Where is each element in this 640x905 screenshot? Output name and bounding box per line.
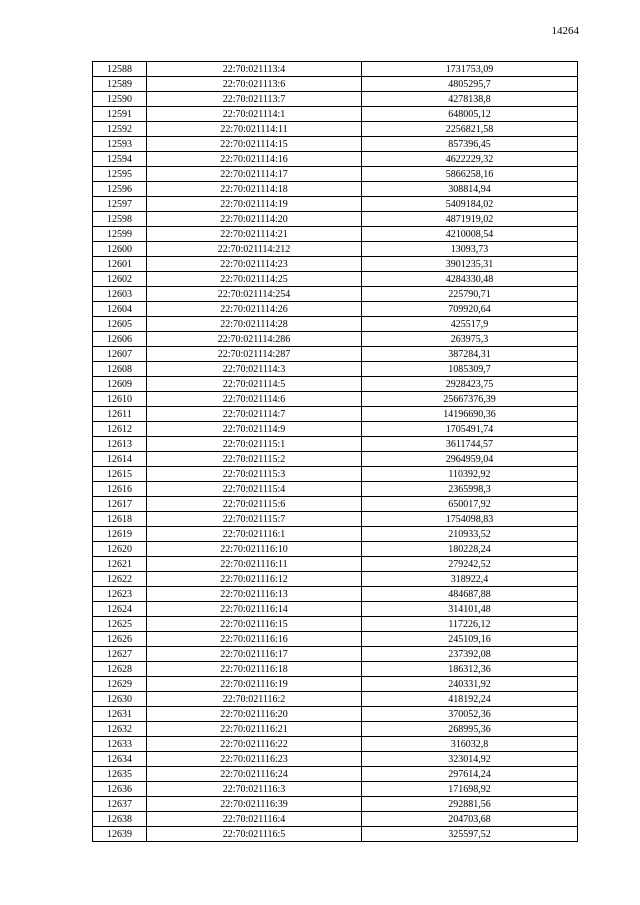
table-row <box>93 737 578 752</box>
row-number-cell: 12590 <box>93 92 147 107</box>
cadastral-number-cell: 22:70:021114:5 <box>147 377 362 392</box>
cadastral-number-cell: 22:70:021116:18 <box>147 662 362 677</box>
table-body <box>93 62 578 842</box>
value-cell: 186312,36 <box>362 662 578 677</box>
value-cell: 370052,36 <box>362 707 578 722</box>
value-cell: 1731753,09 <box>362 62 578 77</box>
value-cell: 425517,9 <box>362 317 578 332</box>
cadastral-number-cell: 22:70:021114:26 <box>147 302 362 317</box>
row-number-cell: 12617 <box>93 497 147 512</box>
cadastral-number-cell: 22:70:021116:2 <box>147 692 362 707</box>
cadastral-number-cell: 22:70:021116:10 <box>147 542 362 557</box>
table-row <box>93 347 578 362</box>
row-number-cell: 12599 <box>93 227 147 242</box>
table-row <box>93 152 578 167</box>
table-row <box>93 587 578 602</box>
value-cell: 240331,92 <box>362 677 578 692</box>
cadastral-number-cell: 22:70:021115:6 <box>147 497 362 512</box>
row-number-cell: 12639 <box>93 827 147 842</box>
value-cell: 2365998,3 <box>362 482 578 497</box>
row-number-cell: 12620 <box>93 542 147 557</box>
value-cell: 4871919,02 <box>362 212 578 227</box>
row-number-cell: 12636 <box>93 782 147 797</box>
table-row <box>93 122 578 137</box>
cadastral-number-cell: 22:70:021114:25 <box>147 272 362 287</box>
cadastral-number-cell: 22:70:021116:17 <box>147 647 362 662</box>
table-row <box>93 272 578 287</box>
cadastral-number-cell: 22:70:021116:39 <box>147 797 362 812</box>
row-number-cell: 12612 <box>93 422 147 437</box>
cadastral-number-cell: 22:70:021114:17 <box>147 167 362 182</box>
cadastral-number-cell: 22:70:021115:4 <box>147 482 362 497</box>
value-cell: 25667376,39 <box>362 392 578 407</box>
row-number-cell: 12635 <box>93 767 147 782</box>
row-number-cell: 12628 <box>93 662 147 677</box>
row-number-cell: 12632 <box>93 722 147 737</box>
cadastral-number-cell: 22:70:021113:7 <box>147 92 362 107</box>
cadastral-number-cell: 22:70:021114:254 <box>147 287 362 302</box>
value-cell: 5409184,02 <box>362 197 578 212</box>
value-cell: 263975,3 <box>362 332 578 347</box>
table-row <box>93 62 578 77</box>
table-row <box>93 182 578 197</box>
table-row <box>93 542 578 557</box>
cadastral-number-cell: 22:70:021116:5 <box>147 827 362 842</box>
row-number-cell: 12622 <box>93 572 147 587</box>
value-cell: 418192,24 <box>362 692 578 707</box>
table-row <box>93 287 578 302</box>
table-row <box>93 377 578 392</box>
table-row <box>93 647 578 662</box>
row-number-cell: 12593 <box>93 137 147 152</box>
row-number-cell: 12606 <box>93 332 147 347</box>
cadastral-number-cell: 22:70:021116:24 <box>147 767 362 782</box>
value-cell: 237392,08 <box>362 647 578 662</box>
value-cell: 1754098,83 <box>362 512 578 527</box>
cadastral-number-cell: 22:70:021116:19 <box>147 677 362 692</box>
cadastral-number-cell: 22:70:021114:21 <box>147 227 362 242</box>
table-row <box>93 602 578 617</box>
table-row <box>93 332 578 347</box>
value-cell: 318922,4 <box>362 572 578 587</box>
table-row <box>93 812 578 827</box>
row-number-cell: 12619 <box>93 527 147 542</box>
table-row <box>93 452 578 467</box>
row-number-cell: 12591 <box>93 107 147 122</box>
value-cell: 308814,94 <box>362 182 578 197</box>
page-number: 14264 <box>551 25 579 37</box>
value-cell: 387284,31 <box>362 347 578 362</box>
row-number-cell: 12595 <box>93 167 147 182</box>
row-number-cell: 12615 <box>93 467 147 482</box>
value-cell: 204703,68 <box>362 812 578 827</box>
table-row <box>93 482 578 497</box>
table-row <box>93 212 578 227</box>
table-row <box>93 677 578 692</box>
value-cell: 5866258,16 <box>362 167 578 182</box>
value-cell: 4284330,48 <box>362 272 578 287</box>
row-number-cell: 12618 <box>93 512 147 527</box>
table-row <box>93 572 578 587</box>
cadastral-number-cell: 22:70:021116:15 <box>147 617 362 632</box>
value-cell: 314101,48 <box>362 602 578 617</box>
cadastral-value-table <box>92 61 578 842</box>
row-number-cell: 12623 <box>93 587 147 602</box>
table-row <box>93 317 578 332</box>
cadastral-number-cell: 22:70:021114:20 <box>147 212 362 227</box>
value-cell: 709920,64 <box>362 302 578 317</box>
value-cell: 4622229,32 <box>362 152 578 167</box>
value-cell: 14196690,36 <box>362 407 578 422</box>
cadastral-number-cell: 22:70:021113:6 <box>147 77 362 92</box>
row-number-cell: 12605 <box>93 317 147 332</box>
row-number-cell: 12589 <box>93 77 147 92</box>
table-row <box>93 752 578 767</box>
table-row <box>93 227 578 242</box>
table-row <box>93 77 578 92</box>
value-cell: 180228,24 <box>362 542 578 557</box>
table-row <box>93 422 578 437</box>
value-cell: 117226,12 <box>362 617 578 632</box>
value-cell: 297614,24 <box>362 767 578 782</box>
cadastral-number-cell: 22:70:021116:22 <box>147 737 362 752</box>
row-number-cell: 12600 <box>93 242 147 257</box>
row-number-cell: 12624 <box>93 602 147 617</box>
value-cell: 316032,8 <box>362 737 578 752</box>
table-row <box>93 632 578 647</box>
cadastral-number-cell: 22:70:021114:7 <box>147 407 362 422</box>
row-number-cell: 12611 <box>93 407 147 422</box>
row-number-cell: 12610 <box>93 392 147 407</box>
cadastral-number-cell: 22:70:021116:3 <box>147 782 362 797</box>
cadastral-number-cell: 22:70:021114:3 <box>147 362 362 377</box>
table-row <box>93 617 578 632</box>
cadastral-number-cell: 22:70:021116:12 <box>147 572 362 587</box>
cadastral-number-cell: 22:70:021115:3 <box>147 467 362 482</box>
value-cell: 279242,52 <box>362 557 578 572</box>
value-cell: 2928423,75 <box>362 377 578 392</box>
value-cell: 2964959,04 <box>362 452 578 467</box>
table-row <box>93 197 578 212</box>
table-row <box>93 257 578 272</box>
cadastral-number-cell: 22:70:021113:4 <box>147 62 362 77</box>
table-row <box>93 92 578 107</box>
table-row <box>93 662 578 677</box>
table-row <box>93 392 578 407</box>
cadastral-number-cell: 22:70:021116:11 <box>147 557 362 572</box>
cadastral-number-cell: 22:70:021115:2 <box>147 452 362 467</box>
row-number-cell: 12616 <box>93 482 147 497</box>
value-cell: 13093,73 <box>362 242 578 257</box>
value-cell: 3901235,31 <box>362 257 578 272</box>
cadastral-number-cell: 22:70:021114:19 <box>147 197 362 212</box>
cadastral-number-cell: 22:70:021116:16 <box>147 632 362 647</box>
row-number-cell: 12601 <box>93 257 147 272</box>
row-number-cell: 12594 <box>93 152 147 167</box>
cadastral-number-cell: 22:70:021114:287 <box>147 347 362 362</box>
cadastral-number-cell: 22:70:021116:23 <box>147 752 362 767</box>
row-number-cell: 12638 <box>93 812 147 827</box>
value-cell: 3611744,57 <box>362 437 578 452</box>
table-row <box>93 827 578 842</box>
table-row <box>93 512 578 527</box>
cadastral-number-cell: 22:70:021114:16 <box>147 152 362 167</box>
cadastral-number-cell: 22:70:021116:13 <box>147 587 362 602</box>
row-number-cell: 12608 <box>93 362 147 377</box>
row-number-cell: 12597 <box>93 197 147 212</box>
row-number-cell: 12614 <box>93 452 147 467</box>
row-number-cell: 12621 <box>93 557 147 572</box>
cadastral-number-cell: 22:70:021116:14 <box>147 602 362 617</box>
row-number-cell: 12588 <box>93 62 147 77</box>
row-number-cell: 12603 <box>93 287 147 302</box>
cadastral-number-cell: 22:70:021114:15 <box>147 137 362 152</box>
row-number-cell: 12598 <box>93 212 147 227</box>
cadastral-number-cell: 22:70:021114:286 <box>147 332 362 347</box>
table-row <box>93 107 578 122</box>
value-cell: 171698,92 <box>362 782 578 797</box>
row-number-cell: 12604 <box>93 302 147 317</box>
table-row <box>93 137 578 152</box>
cadastral-number-cell: 22:70:021114:11 <box>147 122 362 137</box>
value-cell: 323014,92 <box>362 752 578 767</box>
row-number-cell: 12634 <box>93 752 147 767</box>
row-number-cell: 12633 <box>93 737 147 752</box>
table-row <box>93 167 578 182</box>
table-row <box>93 242 578 257</box>
row-number-cell: 12607 <box>93 347 147 362</box>
table-row <box>93 782 578 797</box>
table-row <box>93 767 578 782</box>
table-row <box>93 707 578 722</box>
value-cell: 650017,92 <box>362 497 578 512</box>
cadastral-number-cell: 22:70:021116:21 <box>147 722 362 737</box>
cadastral-number-cell: 22:70:021115:7 <box>147 512 362 527</box>
value-cell: 268995,36 <box>362 722 578 737</box>
table-row <box>93 692 578 707</box>
cadastral-number-cell: 22:70:021115:1 <box>147 437 362 452</box>
value-cell: 245109,16 <box>362 632 578 647</box>
value-cell: 2256821,58 <box>362 122 578 137</box>
table-row <box>93 437 578 452</box>
cadastral-number-cell: 22:70:021114:23 <box>147 257 362 272</box>
row-number-cell: 12613 <box>93 437 147 452</box>
cadastral-number-cell: 22:70:021114:212 <box>147 242 362 257</box>
cadastral-number-cell: 22:70:021114:28 <box>147 317 362 332</box>
table-row <box>93 527 578 542</box>
row-number-cell: 12627 <box>93 647 147 662</box>
row-number-cell: 12625 <box>93 617 147 632</box>
value-cell: 1085309,7 <box>362 362 578 377</box>
row-number-cell: 12592 <box>93 122 147 137</box>
cadastral-number-cell: 22:70:021116:1 <box>147 527 362 542</box>
value-cell: 4805295,7 <box>362 77 578 92</box>
value-cell: 225790,71 <box>362 287 578 302</box>
cadastral-number-cell: 22:70:021114:18 <box>147 182 362 197</box>
value-cell: 210933,52 <box>362 527 578 542</box>
table-row <box>93 557 578 572</box>
row-number-cell: 12602 <box>93 272 147 287</box>
cadastral-number-cell: 22:70:021114:9 <box>147 422 362 437</box>
value-cell: 292881,56 <box>362 797 578 812</box>
table-row <box>93 407 578 422</box>
table-row <box>93 797 578 812</box>
table-row <box>93 497 578 512</box>
table-row <box>93 302 578 317</box>
value-cell: 857396,45 <box>362 137 578 152</box>
cadastral-number-cell: 22:70:021114:6 <box>147 392 362 407</box>
value-cell: 1705491,74 <box>362 422 578 437</box>
value-cell: 484687,88 <box>362 587 578 602</box>
cadastral-number-cell: 22:70:021116:4 <box>147 812 362 827</box>
value-cell: 110392,92 <box>362 467 578 482</box>
table-row <box>93 362 578 377</box>
value-cell: 648005,12 <box>362 107 578 122</box>
cadastral-number-cell: 22:70:021116:20 <box>147 707 362 722</box>
row-number-cell: 12631 <box>93 707 147 722</box>
row-number-cell: 12596 <box>93 182 147 197</box>
cadastral-number-cell: 22:70:021114:1 <box>147 107 362 122</box>
row-number-cell: 12630 <box>93 692 147 707</box>
row-number-cell: 12609 <box>93 377 147 392</box>
row-number-cell: 12637 <box>93 797 147 812</box>
table-row <box>93 467 578 482</box>
row-number-cell: 12629 <box>93 677 147 692</box>
value-cell: 325597,52 <box>362 827 578 842</box>
value-cell: 4278138,8 <box>362 92 578 107</box>
value-cell: 4210008,54 <box>362 227 578 242</box>
row-number-cell: 12626 <box>93 632 147 647</box>
table-row <box>93 722 578 737</box>
